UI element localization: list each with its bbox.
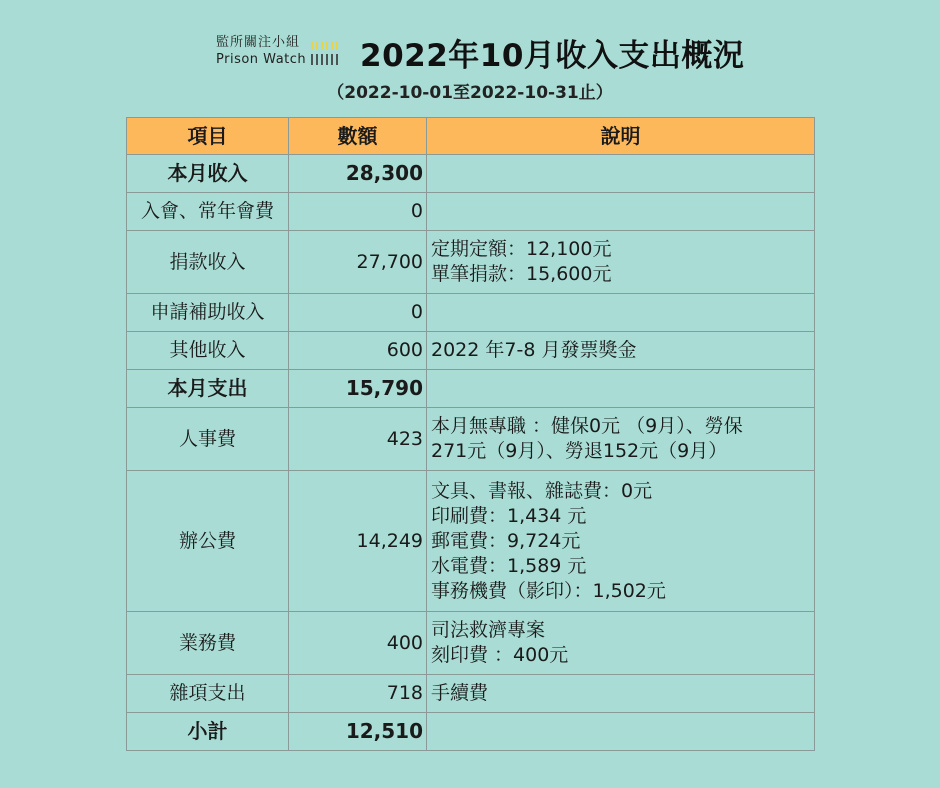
row-item: 人事費 [127, 408, 289, 471]
column-header-item: 項目 [127, 118, 289, 155]
header-row [127, 118, 815, 155]
logo-zh: 監所關注小組 [216, 35, 301, 50]
note-line: 刻印費 ：400元 [431, 644, 569, 666]
row-amount: 27,700 [289, 231, 427, 294]
note-line: 司法救濟專案 [431, 619, 546, 641]
row-item: 入會、常年會費 [127, 193, 289, 231]
row-item: 小計 [127, 713, 289, 751]
prison-bars-icon [310, 34, 340, 68]
note-line: 水電費：1,589 元 [431, 554, 587, 577]
row-notes [427, 471, 815, 612]
date-range: （2022-10-01至2022-10-31止） [327, 83, 613, 103]
row-item: 辦公費 [127, 471, 289, 612]
row-item: 其他收入 [127, 332, 289, 370]
note-line: 271元（9月）、勞退152元（9月） [431, 440, 728, 462]
row-notes [427, 294, 815, 332]
note-line: 手續費 [431, 682, 489, 704]
table-row [127, 713, 815, 751]
logo-text [216, 34, 306, 68]
row-notes [427, 713, 815, 751]
table-row [127, 612, 815, 675]
header [0, 0, 940, 112]
note-line: 本月無專職 ：健保0元 （9月）、勞保 [431, 415, 743, 437]
table-row [127, 193, 815, 231]
finance-table [126, 117, 815, 751]
note-line: 2022 年7-8 月發票獎金 [431, 339, 637, 361]
row-amount: 12,510 [289, 713, 427, 751]
note-line: 郵電費：9,724元 [431, 529, 581, 552]
logo [216, 34, 340, 68]
table-row [127, 155, 815, 193]
row-notes [427, 193, 815, 231]
table-body [127, 155, 815, 751]
row-item: 雜項支出 [127, 675, 289, 713]
logo-en: Prison Watch [216, 52, 307, 67]
table-row [127, 231, 815, 294]
column-header-notes: 說明 [427, 118, 815, 155]
row-notes [427, 408, 815, 471]
row-amount: 15,790 [289, 370, 427, 408]
row-item: 申請補助收入 [127, 294, 289, 332]
page-title: 2022年10月收入支出概況 [360, 38, 745, 74]
row-notes [427, 155, 815, 193]
row-item: 業務費 [127, 612, 289, 675]
note-line: 單筆捐款：15,600元 [431, 263, 612, 285]
row-amount: 28,300 [289, 155, 427, 193]
table-row [127, 471, 815, 612]
table-row [127, 332, 815, 370]
row-amount: 0 [289, 294, 427, 332]
row-notes [427, 675, 815, 713]
row-amount: 14,249 [289, 471, 427, 612]
row-notes [427, 332, 815, 370]
column-header-amount: 數額 [289, 118, 427, 155]
table-row [127, 370, 815, 408]
table-header [127, 118, 815, 155]
table-row [127, 675, 815, 713]
row-item: 本月收入 [127, 155, 289, 193]
row-item: 本月支出 [127, 370, 289, 408]
note-line: 事務機費（影印）：1,502元 [431, 579, 666, 602]
table-row [127, 408, 815, 471]
row-amount: 400 [289, 612, 427, 675]
row-amount: 600 [289, 332, 427, 370]
row-notes [427, 231, 815, 294]
note-line: 定期定額：12,100元 [431, 238, 612, 260]
row-notes [427, 612, 815, 675]
table-row [127, 294, 815, 332]
row-amount: 423 [289, 408, 427, 471]
row-notes [427, 370, 815, 408]
row-item: 捐款收入 [127, 231, 289, 294]
row-amount: 718 [289, 675, 427, 713]
row-amount: 0 [289, 193, 427, 231]
note-line: 文具、書報、雜誌費：0元 [431, 479, 653, 502]
note-line: 印刷費：1,434 元 [431, 504, 587, 527]
